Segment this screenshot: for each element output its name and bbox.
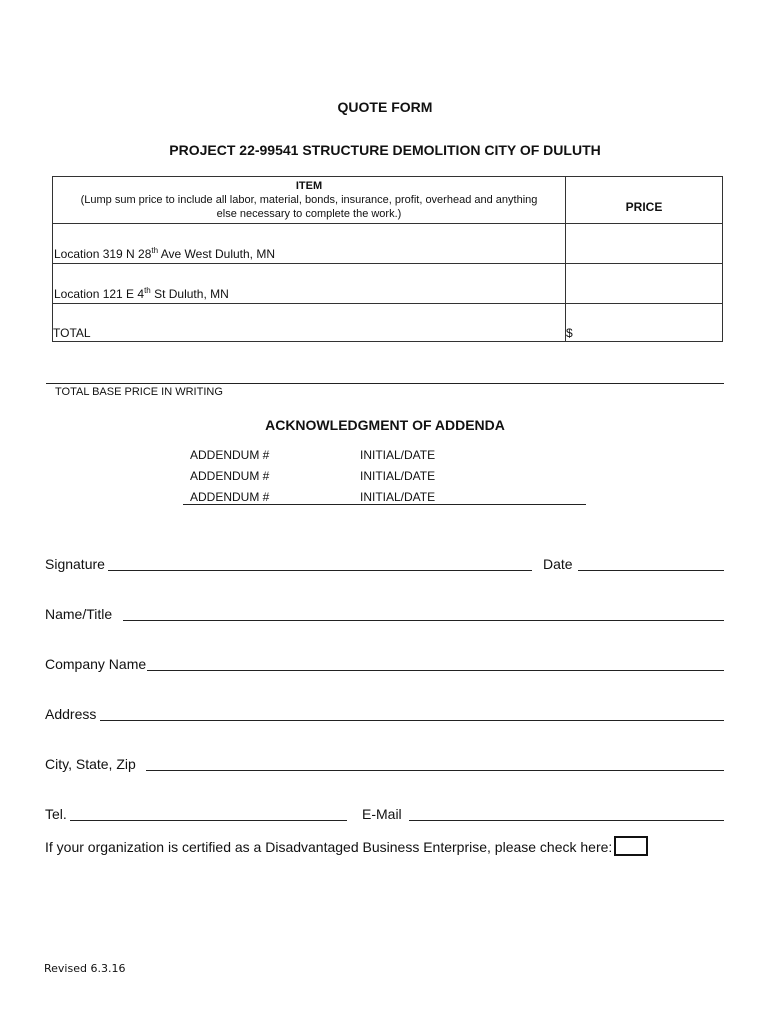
initial-label-1: INITIAL/DATE [360,448,436,462]
signature-line[interactable] [108,570,532,571]
price-cell-2[interactable] [566,264,723,304]
quote-table [52,176,723,342]
item-header-cell [53,177,566,224]
initial-label-2: INITIAL/DATE [360,469,436,483]
city-line[interactable] [146,770,724,771]
address-label: Address [45,706,97,722]
price-header: PRICE [566,177,723,224]
company-label: Company Name [45,656,147,672]
total-label: TOTAL [53,304,566,342]
form-title: QUOTE FORM [337,99,433,115]
addenda-heading: ACKNOWLEDGMENT OF ADDENDA [265,417,505,433]
name-title-label: Name/Title [45,606,113,622]
addenda-line[interactable] [183,504,586,505]
signature-label: Signature [45,556,105,572]
address-line[interactable] [100,720,724,721]
price-cell-1[interactable] [566,224,723,264]
initial-label-3: INITIAL/DATE [360,490,436,504]
item-header: ITEM [295,180,323,192]
date-label: Date [543,556,573,572]
tel-label: Tel. [45,806,67,822]
addendum-label-3: ADDENDUM # [190,490,270,504]
name-title-line[interactable] [123,620,724,621]
total-price-cell[interactable]: $ [566,304,723,342]
date-line[interactable] [578,570,724,571]
dbe-checkbox[interactable] [614,836,648,856]
company-line[interactable] [147,670,724,671]
addendum-label-2: ADDENDUM # [190,469,270,483]
writing-line[interactable] [46,383,724,384]
addendum-label-1: ADDENDUM # [190,448,270,462]
email-line[interactable] [409,820,724,821]
tel-line[interactable] [70,820,347,821]
writing-label: TOTAL BASE PRICE IN WRITING [55,386,223,398]
city-label: City, State, Zip [45,756,136,772]
revised-note: Revised 6.3.16 [44,962,126,975]
item-note: (Lump sum price to include all labor, material, bonds, insurance, profit, overhead and anything else necessary to complete the work.) [80,194,538,220]
project-title: PROJECT 22-99541 STRUCTURE DEMOLITION CITY OF DULUTH [169,142,601,158]
location-row-1: Location 319 N 28th Ave West Duluth, MN [53,224,566,264]
dbe-text: If your organization is certified as a Disadvantaged Business Enterprise, please check here: [45,839,613,855]
email-label: E-Mail [362,806,402,822]
location-row-2: Location 121 E 4th St Duluth, MN [53,264,566,304]
